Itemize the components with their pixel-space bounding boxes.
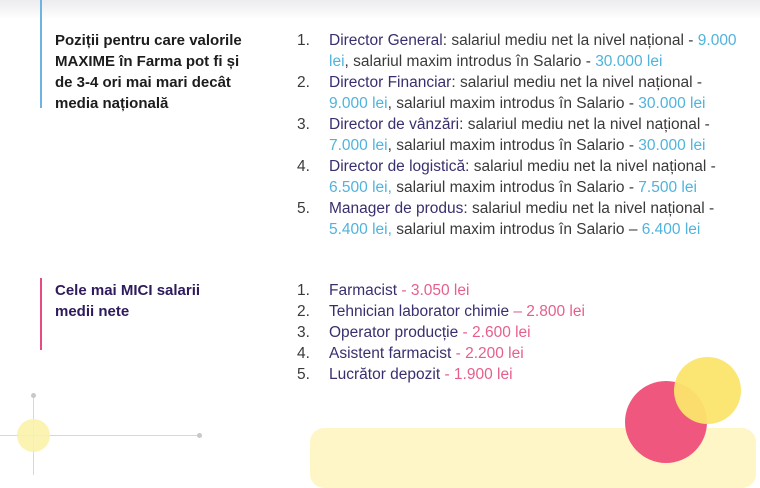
description-text: salariul maxim introdus în Salario -: [391, 179, 639, 196]
position-title: Director de logistică: [329, 158, 466, 175]
list-item: [297, 30, 737, 72]
list-number: 5.: [297, 366, 310, 383]
accent-bar-pink: [40, 278, 42, 350]
list-number: 2.: [297, 74, 310, 91]
list-item: [297, 301, 737, 322]
section-heading-min-salaries: Cele mai MICI salarii medii nete: [55, 282, 201, 320]
position-title: Director Financiar: [329, 74, 452, 91]
decorative-yellow-circle: [674, 357, 741, 424]
national-average-value: 9.000 lei: [329, 95, 388, 112]
position-title: Manager de produs: [329, 200, 464, 217]
max-salary-value: 30.000 lei: [595, 53, 663, 70]
max-salaries-list: [297, 30, 737, 240]
list-number: 1.: [297, 282, 310, 299]
list-item: [297, 156, 737, 198]
list-number: 3.: [297, 324, 310, 341]
position-title: Asistent farmacist: [329, 345, 452, 362]
decorative-dot: [31, 393, 36, 398]
list-item: [297, 280, 737, 301]
list-number: 2.: [297, 303, 310, 320]
max-salary-value: 7.500 lei: [638, 179, 697, 196]
separator: :: [459, 116, 468, 133]
max-salary-value: 30.000 lei: [638, 95, 706, 112]
description-text: salariul mediu net la nivel național -: [473, 158, 716, 175]
national-average-value: 7.000 lei: [329, 137, 388, 154]
list-number: 4.: [297, 158, 310, 175]
list-number: 3.: [297, 116, 310, 133]
separator: :: [442, 32, 452, 49]
separator: :: [463, 200, 473, 217]
description-text: salariul maxim introdus în Salario –: [391, 221, 642, 238]
list-item: [297, 322, 737, 343]
separator: :: [451, 74, 460, 91]
list-item: [297, 72, 737, 114]
salary-value: - 3.050 lei: [397, 282, 470, 299]
national-average-value: 5.400 lei,: [329, 221, 392, 238]
list-item: [297, 343, 737, 364]
description-text: , salariul maxim introdus în Salario -: [344, 53, 596, 70]
max-salary-value: 30.000 lei: [638, 137, 706, 154]
description-text: , salariul maxim introdus în Salario -: [387, 137, 639, 154]
decorative-dot: [197, 433, 202, 438]
decorative-small-yellow-circle: [17, 419, 50, 452]
position-title: Director General: [329, 32, 443, 49]
position-title: Director de vânzări: [329, 116, 460, 133]
position-title: Farmacist: [329, 282, 398, 299]
position-title: Operator producție: [329, 324, 459, 341]
national-average-value: 9.000 lei: [329, 32, 737, 70]
description-text: salariul mediu net la nivel național -: [451, 32, 698, 49]
description-text: salariul mediu net la nivel național -: [467, 116, 710, 133]
description-text: , salariul maxim introdus în Salario -: [387, 95, 639, 112]
min-salaries-list: [297, 280, 737, 385]
position-title: Lucrător depozit: [329, 366, 441, 383]
salary-value: - 1.900 lei: [440, 366, 513, 383]
max-salary-value: 6.400 lei: [641, 221, 701, 238]
salary-value: – 2.800 lei: [509, 303, 585, 320]
national-average-value: 6.500 lei,: [329, 179, 392, 196]
separator: :: [465, 158, 474, 175]
list-number: 1.: [297, 32, 310, 49]
position-title: Tehnician laborator chimie: [329, 303, 510, 320]
top-shadow-strip: [0, 0, 760, 20]
salary-value: - 2.600 lei: [458, 324, 531, 341]
list-item: [297, 198, 737, 240]
list-item: [297, 114, 737, 156]
description-text: salariul mediu net la nivel național -: [459, 74, 703, 91]
salary-value: - 2.200 lei: [451, 345, 524, 362]
section-heading-max-salaries: Poziții pentru care valorile MAXIME în Farma pot fi și de 3-4 ori mai mari decât media națională: [55, 32, 242, 112]
list-number: 4.: [297, 345, 310, 362]
description-text: salariul mediu net la nivel național -: [472, 200, 715, 217]
list-number: 5.: [297, 200, 310, 217]
accent-bar-blue: [40, 0, 42, 108]
